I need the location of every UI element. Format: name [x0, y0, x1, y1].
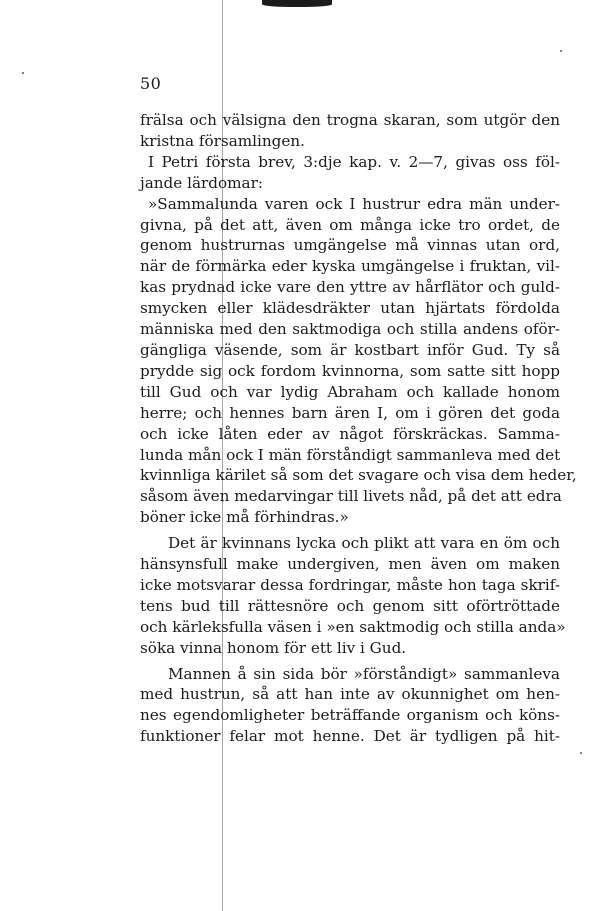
page-body	[140, 110, 577, 747]
paper-speck	[580, 752, 582, 754]
text-line: när de förmärka eder kyska umgängelse i fruktan, vil-	[140, 257, 560, 276]
text-line: icke motsvarar dessa fordringar, måste hon taga skrif-	[140, 575, 560, 594]
text-line: »Sammalunda varen ock I hustrur edra män under-	[148, 194, 560, 213]
text-line: Mannen å sin sida bör »förståndigt» sammanleva	[168, 664, 560, 683]
text-line: hänsynsfull make undergiven, men även om maken	[140, 555, 560, 574]
text-line: till Gud och var lydig Abraham och kallade honom	[140, 382, 560, 401]
text-line: jande lärdomar:	[140, 173, 263, 192]
text-line: böner icke må förhindras.»	[140, 508, 349, 527]
text-line: kas prydnad icke vare den yttre av hårflätor och guld-	[140, 278, 560, 297]
text-line: kristna församlingen.	[140, 131, 305, 150]
text-line: söka vinna honom för ett liv i Gud.	[140, 638, 407, 657]
text-line: lunda mån ock I män förståndigt sammanleva med det	[140, 445, 561, 464]
text-line: givna, på det att, även om många icke tro ordet, de	[140, 215, 560, 234]
text-line: genom hustrurnas umgängelse må vinnas utan ord,	[140, 236, 560, 255]
page-number: 50	[140, 74, 162, 93]
page-edge-mark	[262, 0, 332, 7]
paragraph-4	[140, 533, 566, 658]
text-line: smycken eller klädesdräkter utan hjärtats fördolda	[140, 299, 560, 318]
text-line: Det är kvinnans lycka och plikt att vara en öm och	[168, 534, 560, 553]
text-line: kvinnliga kärilet så som det svagare och visa dem heder,	[140, 466, 577, 485]
text-line: herre; och hennes barn ären I, om i gören det goda	[140, 403, 560, 422]
paragraph-5	[140, 664, 560, 748]
text-line: I Petri första brev, 3:dje kap. v. 2—7, givas oss föl-	[148, 152, 560, 171]
text-line: med hustrun, så att han inte av okunnighet om hen-	[140, 685, 560, 704]
paragraph-1	[140, 110, 560, 152]
paragraph-2	[140, 152, 560, 194]
text-line: människa med den saktmodiga och stilla andens oför-	[140, 320, 560, 339]
paper-speck	[22, 72, 24, 74]
text-line: såsom även medarvingar till livets nåd, på det att edra	[140, 487, 562, 506]
paragraph-3-quote	[140, 194, 577, 529]
text-line: tens bud till rättesnöre och genom sitt oförtröttade	[140, 596, 560, 615]
text-line: funktioner felar mot henne. Det är tydligen på hit-	[140, 727, 560, 746]
text-line: frälsa och välsigna den trogna skaran, som utgör den	[140, 111, 560, 129]
text-line: prydde sig ock fordom kvinnorna, som satte sitt hopp	[140, 361, 560, 380]
paper-speck	[560, 50, 562, 52]
text-line: gängliga väsende, som är kostbart inför Gud. Ty så	[140, 340, 560, 359]
text-line: nes egendomligheter beträffande organism och köns-	[140, 706, 560, 725]
text-line: och icke låten eder av något förskräckas. Samma-	[140, 424, 560, 443]
text-line: och kärleksfulla väsen i »en saktmodig och stilla anda»	[140, 617, 566, 636]
